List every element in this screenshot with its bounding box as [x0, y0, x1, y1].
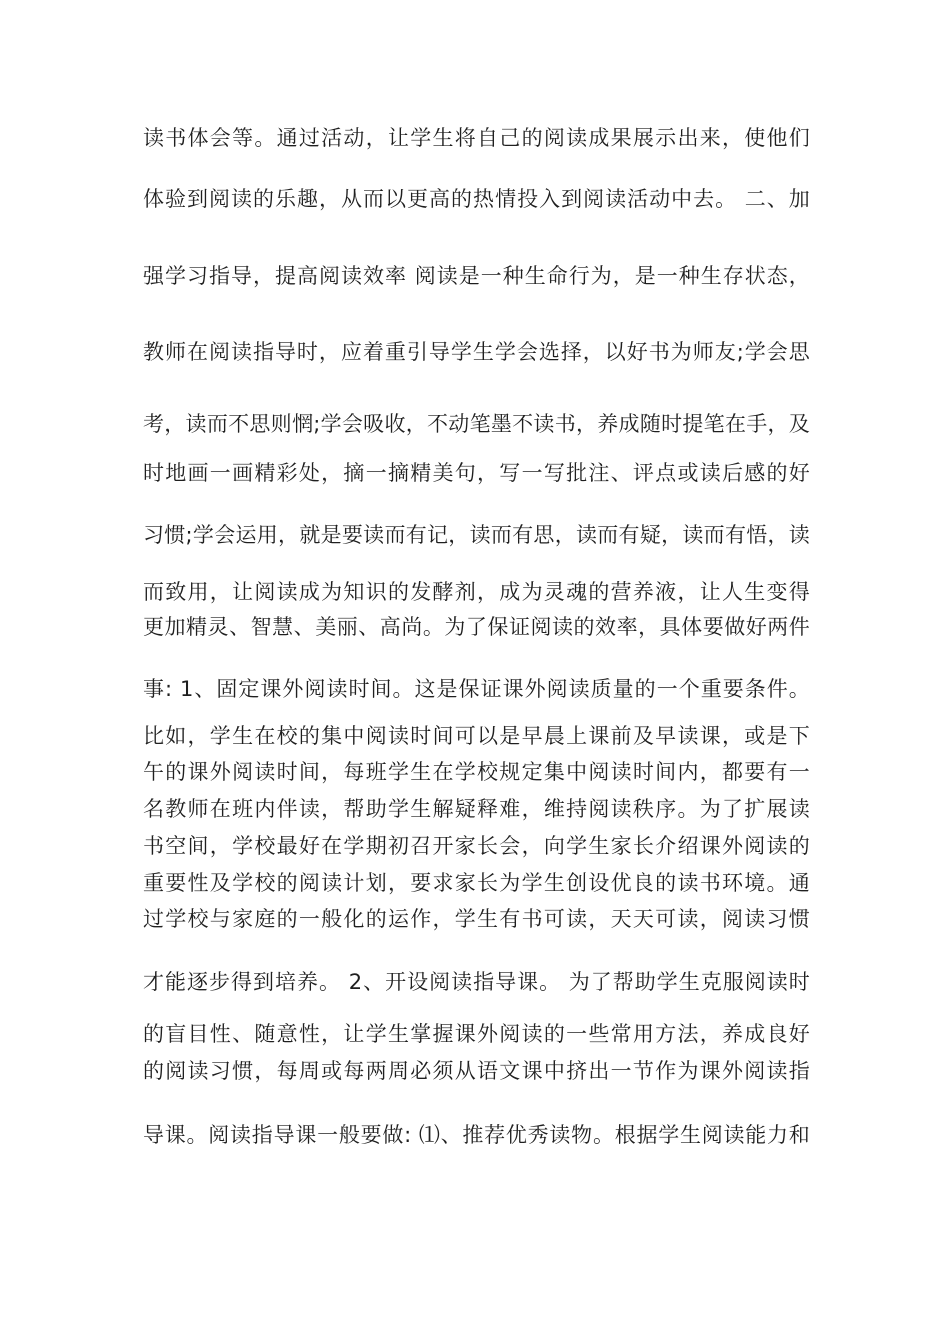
text-line: 过学校与家庭的一般化的运作，学生有书可读，天天可读，阅读习惯: [143, 907, 810, 931]
text-line: 教师在阅读指导时，应着重引导学生学会选择，以好书为师友;学会思: [143, 340, 810, 364]
text-line: 时地画一画精彩处，摘一摘精美句，写一写批注、评点或读后感的好: [143, 461, 810, 485]
text-line: 的盲目性、随意性，让学生掌握课外阅读的一些常用方法，养成良好: [143, 1022, 810, 1046]
text-line: 书空间，学校最好在学期初召开家长会，向学生家长介绍课外阅读的: [143, 834, 810, 858]
text-line: 的阅读习惯，每周或每两周必须从语文课中挤出一节作为课外阅读指: [143, 1059, 810, 1083]
text-line: 名教师在班内伴读，帮助学生解疑释难，维持阅读秩序。为了扩展读: [143, 797, 810, 821]
text-line: 体验到阅读的乐趣，从而以更高的热情投入到阅读活动中去。 二、加: [143, 187, 810, 211]
text-line: 习惯;学会运用，就是要读而有记，读而有思，读而有疑，读而有悟，读: [143, 523, 810, 547]
text-line: 读书体会等。通过活动，让学生将自己的阅读成果展示出来，使他们: [143, 126, 810, 150]
text-line: 考，读而不思则惘;学会吸收，不动笔墨不读书，养成随时提笔在手，及: [143, 412, 810, 436]
text-line: 强学习指导，提高阅读效率 阅读是一种生命行为，是一种生存状态，: [143, 264, 810, 288]
text-line: 而致用，让阅读成为知识的发酵剂，成为灵魂的营养液，让人生变得: [143, 580, 810, 604]
text-line: 才能逐步得到培养。 2、开设阅读指导课。 为了帮助学生克服阅读时: [143, 970, 810, 994]
text-line: 导课。阅读指导课一般要做: ⑴、推荐优秀读物。根据学生阅读能力和: [143, 1123, 810, 1147]
text-line: 事: 1、固定课外阅读时间。这是保证课外阅读质量的一个重要条件。: [143, 677, 810, 701]
text-line: 午的课外阅读时间，每班学生在学校规定集中阅读时间内，都要有一: [143, 760, 810, 784]
text-line: 重要性及学校的阅读计划，要求家长为学生创设优良的读书环境。通: [143, 871, 810, 895]
text-line: 更加精灵、智慧、美丽、高尚。为了保证阅读的效率，具体要做好两件: [143, 615, 810, 639]
text-line: 比如，学生在校的集中阅读时间可以是早晨上课前及早读课，或是下: [143, 724, 810, 748]
